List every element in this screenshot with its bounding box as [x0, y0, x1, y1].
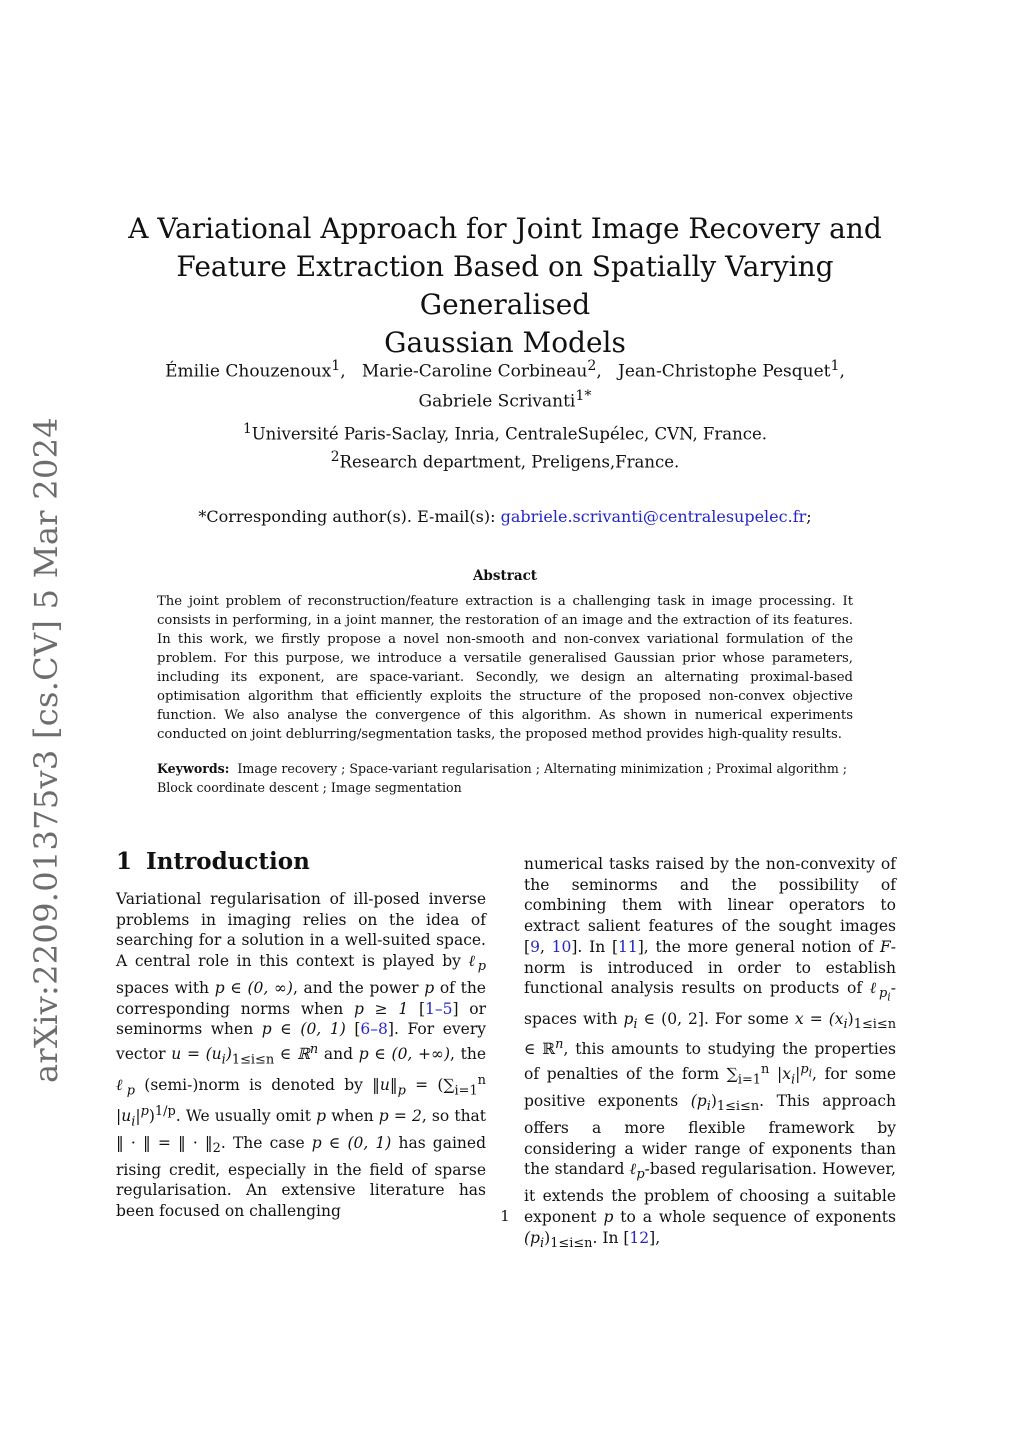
author-name: Jean-Christophe Pesquet	[618, 361, 831, 382]
email-link[interactable]: gabriele.scrivanti@centralesupelec.fr	[500, 507, 807, 526]
citation-link[interactable]: 9	[530, 937, 540, 956]
keywords-text: Image recovery ; Space-variant regularisation ; Alternating minimization ; Proximal algorithm ; Block coordinate descent ; Image segmentation	[157, 761, 848, 795]
abstract-heading: Abstract	[472, 568, 538, 584]
corresponding-label: *Corresponding author(s). E-mail(s):	[198, 507, 496, 526]
affiliations	[120, 418, 890, 473]
keywords	[157, 759, 853, 797]
citation-link[interactable]: 10	[551, 937, 572, 956]
email-suffix: ;	[806, 507, 812, 526]
author-affil-mark: 1	[331, 358, 341, 374]
author-name: Gabriele Scrivanti	[418, 391, 576, 412]
title-line: A Variational Approach for Joint Image Recovery and	[128, 212, 882, 245]
paper-title	[120, 210, 890, 362]
intro-column-left: Variational regularisation of ill-posed inverse problems in imaging relies on the idea of searching for a solution in a well-suited space. A central role in this context is played by ℓ$_p$ spaces with p ∈ (0, ∞), and the power p of the corresponding norms when p ≥ 1 [1–5] or seminorms when p ∈ (0, 1) [6–8]. For every vector $u = (u_i)_{1\le i\le n}$ ∈ ℝ$^n$ and p ∈ (0, +∞), the ℓ$_p$ (semi-)norm is denoted by $‖u‖_p = (\sum_{i=1}^n$ $|u_i|^p)^{1/p}$. We usually omit p when p = 2, so that ‖ · ‖ = ‖ · $‖_2$. The case p ∈ (0, 1) has gained rising credit, especially in the field of sparse regularisation. An extensive literature has been focused on challenging	[116, 890, 487, 1221]
title-line: Feature Extraction Based on Spatially Varying Generalised	[176, 250, 834, 321]
author-list: Émilie Chouzenoux$^1$, Marie-Caroline Corbineau$^2$, Jean-Christophe Pesquet$^1$, Gabriele Scrivanti$^{1*}$	[165, 358, 845, 412]
section-heading	[116, 848, 310, 875]
author-affil-mark: 1	[830, 358, 840, 374]
citation-link[interactable]: 11	[618, 937, 638, 956]
arxiv-id-text: arXiv:2209.01375v3 [cs.CV] 5 Mar 2024	[27, 417, 65, 1083]
arxiv-side-identifier	[16, 417, 76, 1083]
citation-link[interactable]: 1–5	[425, 999, 453, 1018]
affiliation-2: Research department, Preligens,France.	[339, 452, 680, 471]
title-line: Gaussian Models	[384, 326, 626, 359]
author-name: Émilie Chouzenoux	[165, 361, 332, 382]
citation-link[interactable]: 12	[629, 1228, 650, 1247]
author-name: Marie-Caroline Corbineau	[361, 361, 588, 382]
corresponding-author	[120, 507, 890, 526]
page-number: 1	[500, 1207, 510, 1225]
author-affil-mark: 1*	[575, 387, 592, 404]
affiliation-1: Université Paris-Saclay, Inria, CentraleSupélec, CVN, France.	[251, 424, 767, 444]
affil-mark: 1	[243, 421, 252, 437]
section-title: Introduction	[146, 848, 310, 875]
affil-mark: 2	[330, 448, 340, 465]
citation-link[interactable]: 6–8	[360, 1020, 388, 1039]
author-affil-mark: 2	[587, 358, 597, 374]
keywords-label: Keywords:	[157, 761, 230, 776]
intro-column-right: numerical tasks raised by the non-convexity of the seminorms and the possibility of combining them with linear operators to extract salient features of the sought images [9, 10]. In [11], the more general notion of F-norm is introduced in order to establish functional analysis results on products of ℓ$_{p_i}$-spaces with $p_i$ ∈ (0, 2]. For some $x = (x_i)_{1\le i\le n}$ ∈ ℝ$^n$, this amounts to studying the properties of penalties of the form $\sum_{i=1}^n$ $|x_i|^{p_i}$, for some positive exponents $(p_i)_{1\le i\le n}$. This approach offers a more flexible framework by considering a wider range of exponents than the standard ℓ$_p$-based regularisation. However, it extends the problem of choosing a suitable exponent p to a whole sequence of exponents $(p_i)_{1\le i\le n}$. In [12],	[524, 855, 897, 1251]
abstract-text: The joint problem of reconstruction/feature extraction is a challenging task in image processing. It consists in performing, in a joint manner, the restoration of an image and the extraction of its features. In this work, we firstly propose a novel non-smooth and non-convex variational formulation of the problem. For this purpose, we introduce a versatile generalised Gaussian prior whose parameters, including its exponent, are space-variant. Secondly, we design an alternating proximal-based optimisation algorithm that efficiently exploits the structure of the proposed non-convex objective function. We also analyse the convergence of this algorithm. As shown in numerical experiments conducted on joint deblurring/segmentation tasks, the proposed method provides high-quality results.	[157, 594, 853, 742]
section-number: 1	[116, 848, 133, 875]
